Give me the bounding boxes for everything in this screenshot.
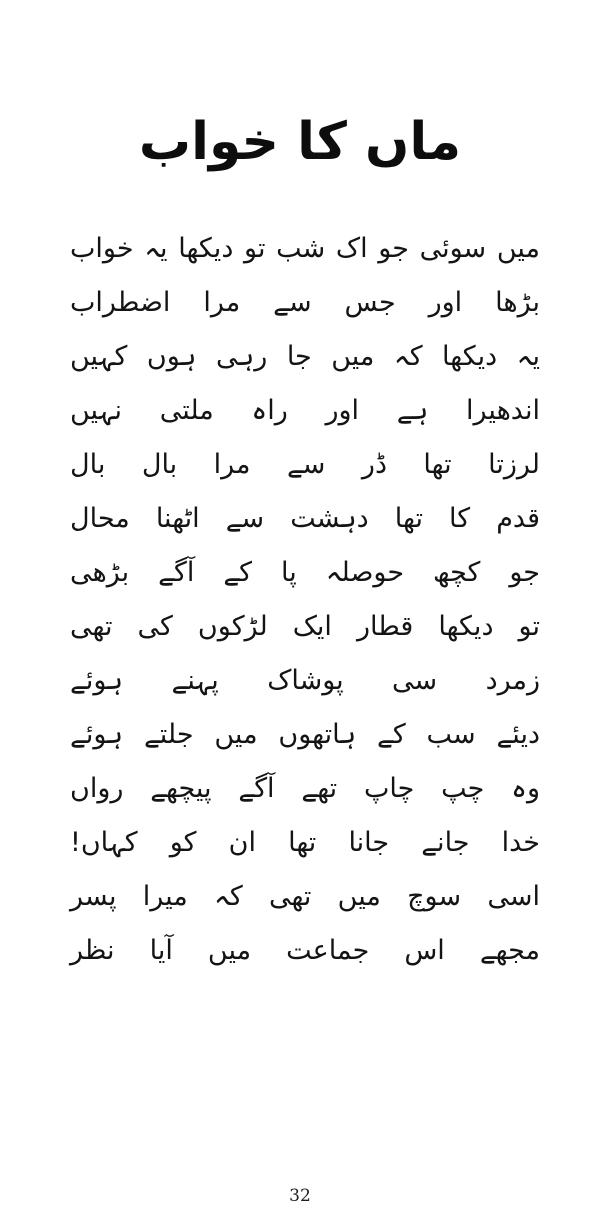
verse-line: مجھے اس جماعت میں آیا نظر	[70, 935, 540, 966]
verse-line: وہ چپ چاپ تھے آگے پیچھے رواں	[70, 773, 540, 804]
verse-line: زمرد سی پوشاک پہنے ہوئے	[70, 665, 540, 696]
verse-line: میں سوئی جو اک شب تو دیکھا یہ خواب	[70, 233, 540, 264]
verse-line: اسی سوچ میں تھی کہ میرا پسر	[70, 881, 540, 912]
verse-line: خدا جانے جانا تھا ان کو کہاں!	[70, 827, 540, 858]
page-number: 32	[289, 1186, 311, 1206]
poem-body	[70, 222, 540, 978]
verse-line: اندھیرا ہے اور راہ ملتی نہیں	[70, 395, 540, 426]
verse-line: بڑھا اور جس سے مرا اضطراب	[70, 287, 540, 318]
verse-line: یہ دیکھا کہ میں جا رہی ہوں کہیں	[70, 341, 540, 372]
verse-line: تو دیکھا قطار ایک لڑکوں کی تھی	[70, 611, 540, 642]
verse-line: جو کچھ حوصلہ پا کے آگے بڑھی	[70, 557, 540, 588]
poem-title: ماں کا خواب	[138, 111, 462, 172]
verse-line: قدم کا تھا دہشت سے اٹھنا محال	[70, 503, 540, 534]
verse-line: لرزتا تھا ڈر سے مرا بال بال	[70, 449, 540, 480]
verse-line: دیئے سب کے ہاتھوں میں جلتے ہوئے	[70, 719, 540, 750]
